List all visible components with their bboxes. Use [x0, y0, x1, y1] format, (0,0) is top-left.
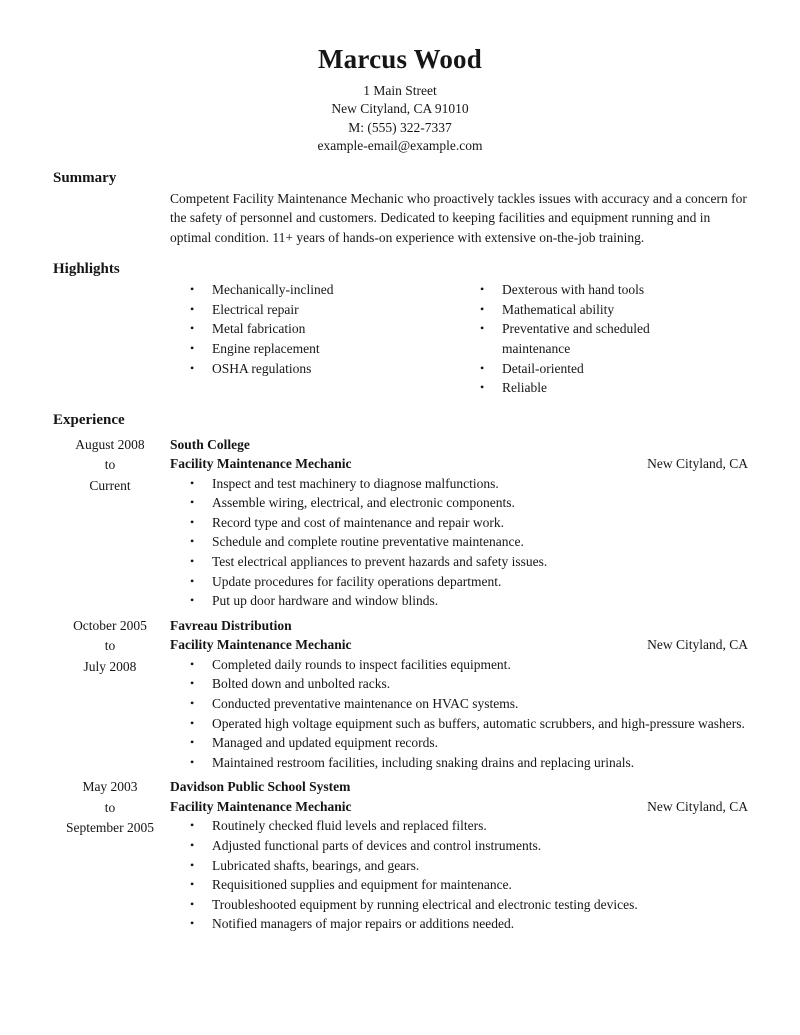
highlights-section: [0, 260, 800, 398]
job-duty-item: [190, 694, 748, 714]
highlight-text: Dexterous with hand tools: [502, 282, 645, 298]
bullet-icon: •: [190, 735, 195, 750]
bullet-icon: •: [190, 754, 195, 769]
job-duty-item: [190, 895, 748, 915]
job-location: New Cityland, CA: [647, 798, 748, 814]
summary-heading: Summary: [53, 169, 117, 186]
phone-number: M: (555) 322-7337: [348, 119, 452, 135]
highlights-content: [170, 260, 748, 398]
job-duty-text: Conducted preventative maintenance on HVAC systems.: [212, 696, 519, 712]
job-duty-text: Assemble wiring, electrical, and electronic components.: [212, 495, 515, 511]
bullet-icon: •: [480, 321, 485, 336]
bullet-icon: •: [190, 495, 195, 510]
job-date-from: May 2003: [82, 779, 138, 795]
job-duty-item: [190, 753, 748, 773]
job-duty-item: [190, 572, 748, 592]
bullet-icon: •: [190, 534, 195, 549]
job-duty-item: [190, 816, 748, 836]
bullet-icon: •: [190, 475, 195, 490]
highlight-item: [480, 319, 720, 358]
job-duty-text: Lubricated shafts, bearings, and gears.: [212, 857, 420, 873]
job-duty-item: [190, 474, 748, 494]
highlight-text: Mechanically-inclined: [212, 282, 334, 298]
address-city: New Cityland, CA 91010: [331, 101, 469, 117]
bullet-icon: •: [190, 916, 195, 931]
job-duty-text: Routinely checked fluid levels and replaced filters.: [212, 818, 487, 834]
job-location: New Cityland, CA: [647, 637, 748, 653]
job-duty-item: [190, 674, 748, 694]
job-title: Facility Maintenance Mechanic: [170, 456, 352, 472]
job-duty-text: Completed daily rounds to inspect facilities equipment.: [212, 656, 511, 672]
highlight-text: Metal fabrication: [212, 321, 306, 337]
resume-header: [0, 0, 800, 156]
bullet-icon: •: [190, 656, 195, 671]
job-details: [170, 435, 748, 611]
job-duty-item: [190, 655, 748, 675]
job-date-from: August 2008: [75, 436, 145, 452]
job-title-row: [170, 797, 748, 817]
summary-section: [0, 169, 800, 248]
job-location: New Cityland, CA: [647, 456, 748, 472]
job-company: South College: [170, 436, 250, 452]
job-duty-text: Managed and updated equipment records.: [212, 735, 439, 751]
job-duty-item: [190, 532, 748, 552]
bullet-icon: •: [190, 715, 195, 730]
highlight-item: [480, 280, 720, 300]
highlight-text: Engine replacement: [212, 340, 320, 356]
job-duty-item: [190, 836, 748, 856]
job-duty-item: [190, 714, 748, 734]
bullet-icon: •: [190, 360, 195, 375]
bullet-icon: •: [480, 360, 485, 375]
job-title-row: [170, 635, 748, 655]
job-date-to: Current: [89, 477, 131, 493]
candidate-name: Marcus Wood: [318, 44, 482, 74]
job-date-separator: to: [104, 457, 116, 473]
job-duty-item: [190, 493, 748, 513]
highlights-column-left: [170, 280, 460, 398]
job-date-separator: to: [104, 638, 116, 654]
email-address: example-email@example.com: [317, 138, 483, 154]
job-date-range: [0, 777, 170, 934]
job-duty-text: Operated high voltage equipment such as buffers, automatic scrubbers, and high-pressure washers.: [212, 715, 745, 731]
address-street: 1 Main Street: [363, 83, 437, 98]
job-date-to: July 2008: [83, 658, 137, 674]
highlight-item: [190, 300, 460, 320]
bullet-icon: •: [190, 877, 195, 892]
summary-content: [170, 169, 748, 248]
bullet-icon: •: [480, 301, 485, 316]
job-duty-text: Maintained restroom facilities, including snaking drains and replacing urinals.: [212, 754, 635, 770]
bullet-icon: •: [190, 340, 195, 355]
job-duty-text: Notified managers of major repairs or additions needed.: [212, 916, 515, 932]
contact-block: [0, 82, 800, 156]
job-title: Facility Maintenance Mechanic: [170, 798, 352, 814]
job-title: Facility Maintenance Mechanic: [170, 637, 352, 653]
job-duties-list: [190, 655, 748, 773]
bullet-icon: •: [190, 301, 195, 316]
highlights-list-right: [480, 280, 720, 398]
job-duty-item: [190, 914, 748, 934]
job-duty-item: [190, 733, 748, 753]
job-details: [170, 777, 748, 934]
job-duty-text: Record type and cost of maintenance and repair work.: [212, 514, 505, 530]
bullet-icon: •: [190, 321, 195, 336]
highlight-item: [190, 339, 460, 359]
bullet-icon: •: [190, 554, 195, 569]
highlight-item: [190, 319, 460, 339]
job-duty-item: [190, 875, 748, 895]
highlights-columns: [170, 280, 748, 398]
summary-paragraph: Competent Facility Maintenance Mechanic who proactively tackles issues with accuracy and a concern for the safety of personnel and customers. Dedicated to keeping facilities and equipment running and in optimal condition. 11+ years of hands-on experience with extensive on-the-job training.: [170, 190, 747, 245]
job-duty-item: [190, 513, 748, 533]
highlight-text: Reliable: [502, 380, 547, 396]
job-duty-text: Troubleshooted equipment by running electrical and electronic testing devices.: [212, 896, 638, 912]
highlight-item: [190, 359, 460, 379]
job-date-range: [0, 435, 170, 611]
job-duty-item: [190, 591, 748, 611]
job-duties-list: [190, 474, 748, 611]
job-duty-text: Put up door hardware and window blinds.: [212, 593, 439, 609]
job-date-to: September 2005: [65, 820, 155, 836]
bullet-icon: •: [190, 573, 195, 588]
highlight-text: Mathematical ability: [502, 301, 615, 317]
job-date-range: [0, 616, 170, 773]
highlight-item: [480, 359, 720, 379]
bullet-icon: •: [190, 593, 195, 608]
bullet-icon: •: [190, 857, 195, 872]
job-duty-text: Inspect and test machinery to diagnose malfunctions.: [212, 475, 499, 491]
job-duty-text: Test electrical appliances to prevent hazards and safety issues.: [212, 554, 548, 570]
job-duty-item: [190, 856, 748, 876]
highlights-column-right: [460, 280, 720, 398]
highlight-text: Preventative and scheduled maintenance: [502, 321, 650, 356]
job-duty-text: Update procedures for facility operations department.: [212, 573, 502, 589]
job-date-separator: to: [104, 799, 116, 815]
bullet-icon: •: [190, 514, 195, 529]
job-duty-item: [190, 552, 748, 572]
bullet-icon: •: [190, 282, 195, 297]
highlight-item: [190, 280, 460, 300]
job-entry-favreau-distribution: [0, 616, 800, 773]
job-title-row: [170, 454, 748, 474]
job-duties-list: [190, 816, 748, 934]
highlight-text: OSHA regulations: [212, 360, 312, 376]
bullet-icon: •: [190, 676, 195, 691]
job-entry-south-college: [0, 435, 800, 611]
job-company: Davidson Public School System: [170, 779, 351, 795]
job-details: [170, 616, 748, 773]
job-duty-text: Requisitioned supplies and equipment for maintenance.: [212, 877, 512, 893]
job-duty-text: Adjusted functional parts of devices and control instruments.: [212, 838, 542, 853]
highlight-text: Detail-oriented: [502, 360, 584, 376]
highlights-list-left: [190, 280, 460, 378]
job-entry-davidson-public-school-system: [0, 777, 800, 934]
job-duty-text: Schedule and complete routine preventative maintenance.: [212, 534, 524, 550]
highlight-text: Electrical repair: [212, 301, 299, 317]
bullet-icon: •: [190, 838, 195, 852]
bullet-icon: •: [480, 282, 485, 297]
job-duty-text: Bolted down and unbolted racks.: [212, 676, 391, 692]
job-company: Favreau Distribution: [170, 617, 292, 633]
job-date-from: October 2005: [73, 617, 147, 633]
bullet-icon: •: [480, 380, 485, 395]
highlight-item: [480, 300, 720, 320]
experience-section: [0, 411, 800, 934]
bullet-icon: •: [190, 896, 195, 911]
experience-heading: Experience: [53, 411, 125, 428]
bullet-icon: •: [190, 818, 195, 833]
bullet-icon: •: [190, 696, 195, 711]
highlights-heading: Highlights: [53, 261, 120, 278]
highlight-item: [480, 378, 720, 398]
